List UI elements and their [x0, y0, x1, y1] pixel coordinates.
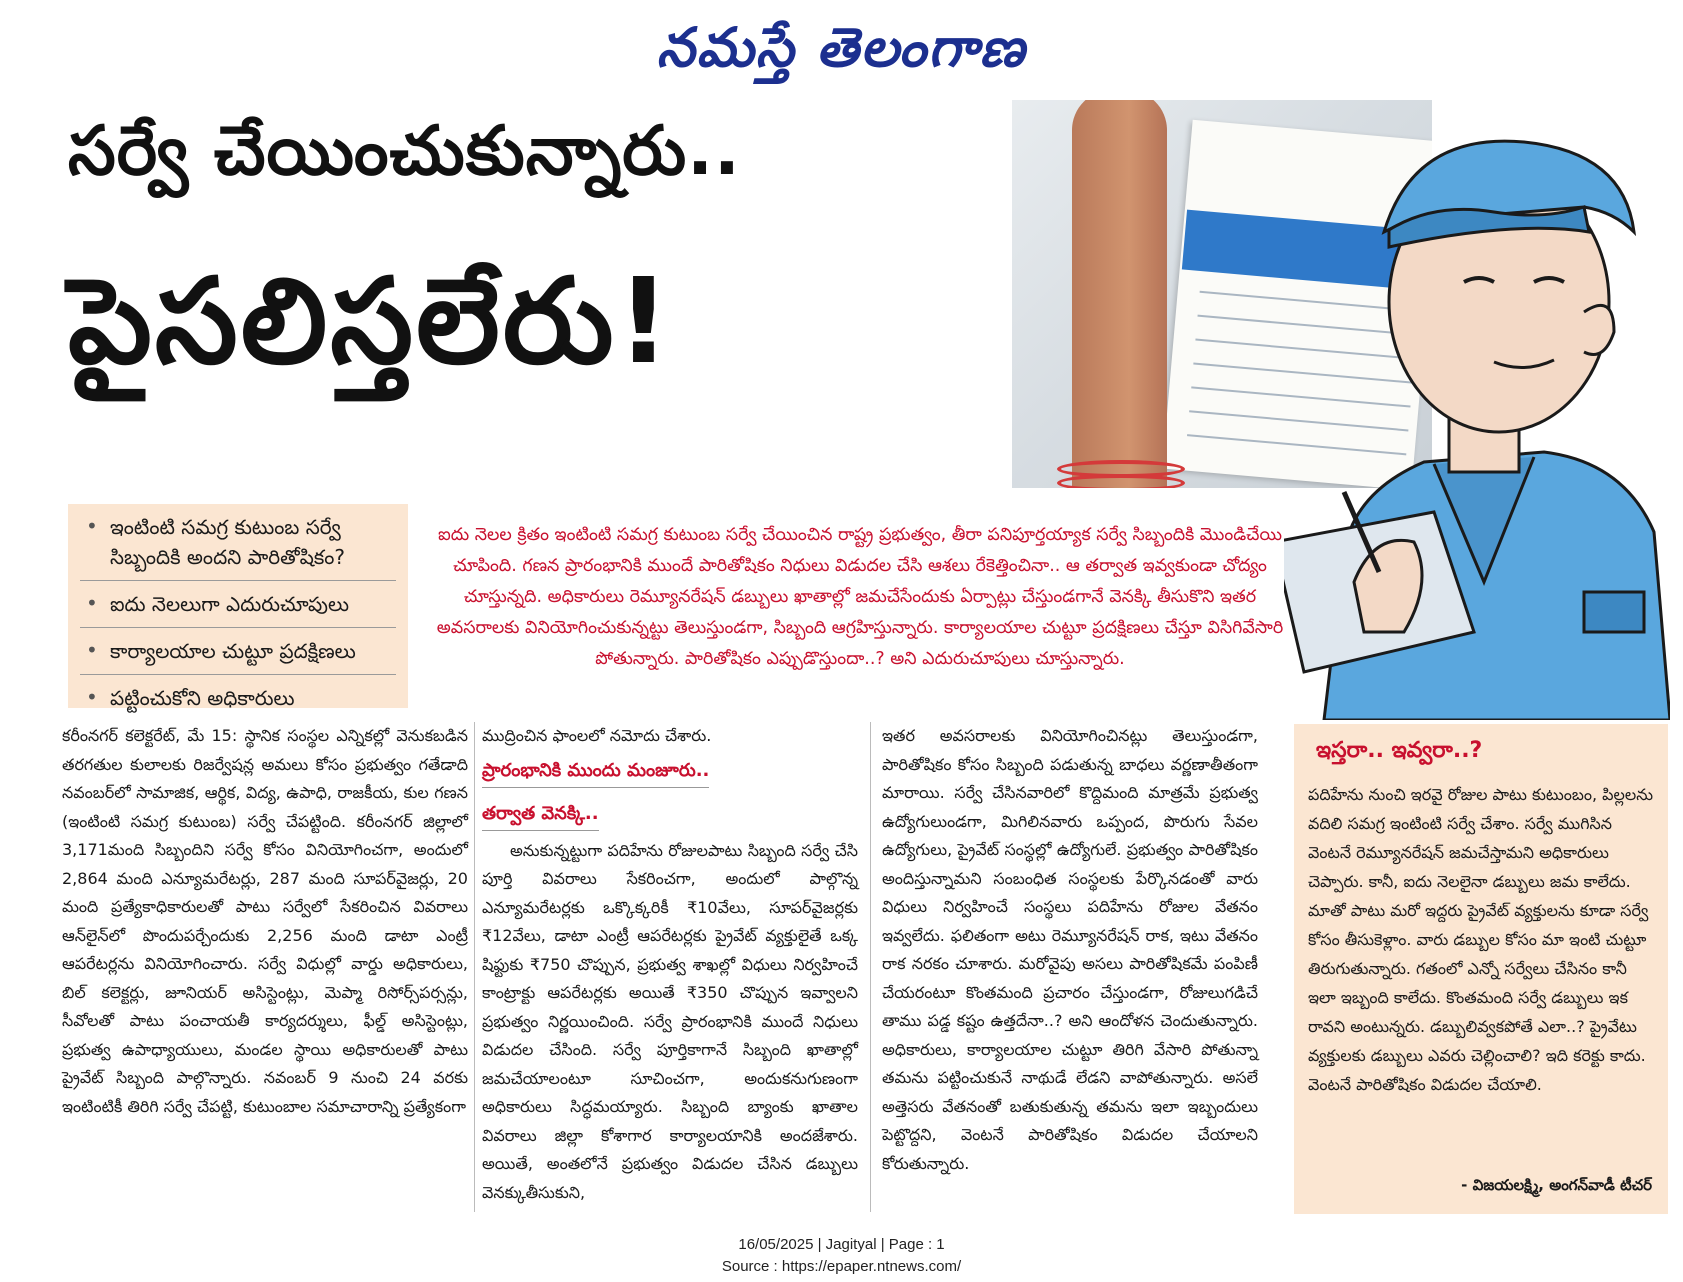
footer-source-link[interactable]: Source : https://epaper.ntnews.com/: [721, 1258, 962, 1275]
footer-date-line: 16/05/2025 | Jagityal | Page : 1: [738, 1236, 945, 1253]
article-column-3: ఇతర అవసరాలకు వినియోగించినట్లు తెలుస్తుండగా, పారితోషికం కోసం సిబ్బంది పడుతున్న బాధలు వర్ణణాతీతంగా మారాయి. సర్వే చేసినవారిలో కొద్దిమంది మాత్రమే ప్రభుత్వ ఉద్యోగులుండగా, మిగిలినవారు ఒప్పంద, పొరుగు సేవల ఉద్యోగులు, ప్రైవేట్ సంస్థల్లో ఉద్యోగులే. ప్రభుత్వం పారితోషికం అందిస్తున్నామని సంబంధిత సంస్థలకు పేర్కొనడంతో వారు విధులు నిర్వహించే సంస్థలు పదిహేను రోజుల వేతనం ఇవ్వలేదు. ఫలితంగా అటు రెమ్యూనరేషన్ రాక, ఇటు వేతనం రాక నరకం చూశారు. మరోవైపు అసలు పారితోషికమే పంపిణీ చేయరంటూ కొంతమంది ప్రచారం చేస్తుండగా, రోజులుగడిచే తాము పడ్డ కష్టం ఉత్తదేనా..? అని ఆందోళన చెందుతున్నారు. అధికారులు, కార్యాలయాల చుట్టూ తిరిగి వేసారి పోతున్నా తమను పట్టించుకునే నాథుడే లేడని వాపోతున్నారు. అసలే అత్తెసరు వేతనంతో బతుకుతున్న తమను ఇలా ఇబ్బందులు పెట్టొద్దని, వెంటనే పారితోషికం విడుదల చేయాలని కోరుతున్నారు.: [882, 726, 1258, 1173]
column-2-lead: ముద్రించిన ఫాంలలో నమోదు చేశారు.: [482, 726, 712, 745]
page-footer: [0, 1234, 1683, 1278]
subheading-1: ప్రారంభానికి ముందు మంజూరు..: [482, 755, 709, 788]
subheading-2: తర్వాత వెనక్కి..: [482, 798, 599, 831]
highlight-item: • ఇంటింటి సమగ్ర కుటుంబ సర్వే సిబ్బందికి అందని పారితోషికం?: [80, 504, 396, 581]
sidebox-title: ఇస్తరా.. ఇవ్వరా..?: [1316, 738, 1483, 763]
intro-paragraph: ఐదు నెలల క్రితం ఇంటింటి సమగ్ర కుటుంబ సర్వే చేయించిన రాష్ట్ర ప్రభుత్వం, తీరా పనిపూర్తయ్యాక సర్వే సిబ్బందికి మొండిచేయి చూపింది. గణన ప్రారంభానికి ముందే పారితోషికం నిధులు విడుదల చేసి ఆశలు రేకెత్తించినా.. ఆ తర్వాత ఇవ్వకుండా చోద్యం చూస్తున్నది. అధికారులు రెమ్యూనరేషన్ డబ్బులు ఖాతాల్లో జమచేసేందుకు ఏర్పాట్లు చేస్తుండగానే వెనక్కి తీసుకొని ఇతర అవసరాలకు వినియోగించుకున్నట్టు తెలుస్తుండగా, సిబ్బంది ఆగ్రహిస్తున్నారు. కార్యాలయాల చుట్టూ ప్రదక్షిణలు చేస్తూ విసిగివేసారి పోతున్నారు. పారితోషికం ఎప్పుడొస్తుందా..? అని ఎదురుచూపులు చూస్తున్నారు.: [436, 525, 1284, 669]
column-2-body: అనుకున్నట్టుగా పదిహేను రోజులపాటు సిబ్బంది సర్వే చేసి పూర్తి వివరాలు సేకరించగా, అందులో పాల్గొన్న ఎన్యూమరేటర్లకు ఒక్కొక్కరికీ ₹10వేలు, సూపర్‌వైజర్లకు ₹12వేలు, డాటా ఎంట్రీ ఆపరేటర్లకు ప్రైవేట్ వ్యక్తులైతే ఒక్క షిఫ్టుకు ₹750 చొప్పున, ప్రభుత్వ శాఖల్లో విధులు నిర్వహించే కాంట్రాక్టు ఆపరేటర్లకు అయితే ₹350 చొప్పున ఇవ్వాలని ప్రభుత్వం నిర్ణయించింది. సర్వే ప్రారంభానికి ముందే నిధులు విడుదల చేసింది. సర్వే పూర్తికాగానే సిబ్బంది ఖాతాల్లో జమచేయాలంటూ సూచించగా, అందుకనుగుణంగా అధికారులు సిద్ధమయ్యారు. సిబ్బంది బ్యాంకు ఖాతాల వివరాలు జిల్లా కోశాగార కార్యాలయానికి అందజేశారు. అయితే, అంతలోనే ప్రభుత్వం విడుదల చేసిన డబ్బులు వెనక్కుతీసుకుని,: [482, 840, 858, 1202]
highlight-item: • కార్యాలయాల చుట్టూ ప్రదక్షిణలు: [80, 628, 396, 675]
sidebox-body: పదిహేను నుంచి ఇరవై రోజుల పాటు కుటుంబం, పిల్లలను వదిలి సమగ్ర ఇంటింటి సర్వే చేశాం. సర్వే ముగిసిన వెంటనే రెమ్యూనరేషన్ జమచేస్తామని అధికారులు చెప్పారు. కానీ, ఐదు నెలలైనా డబ్బులు జమ కాలేదు. మాతో పాటు మరో ఇద్దరు ప్రైవేట్ వ్యక్తులను కూడా సర్వే కోసం తీసుకెళ్లాం. వారు డబ్బుల కోసం మా ఇంటి చుట్టూ తిరుగుతున్నారు. గతంలో ఎన్నో సర్వేలు చేసినం కానీ ఇలా ఇబ్బంది కాలేదు. కొంతమంది సర్వే డబ్బులు ఇక రావని అంటున్నరు. డబ్బులివ్వకపోతే ఎలా..? ప్రైవేటు వ్యక్తులకు డబ్బులు ఎవరు చెల్లించాలి? ఇది కరెక్టు కాదు. వెంటనే పారితోషికం విడుదల చేయాలి.: [1308, 785, 1653, 1094]
column-divider: [474, 722, 475, 1212]
headline-line-1: సర్వే చేయించుకున్నారు..: [68, 112, 741, 191]
masthead-logo: నమస్తే తెలంగాణ: [656, 15, 1027, 79]
surveyor-illustration: [1284, 112, 1670, 720]
headline-line-2: పైసలిస్తలేరు!: [68, 252, 674, 390]
article-column-2: [482, 722, 858, 1207]
article-column-1: కరీంనగర్ కలెక్టరేట్, మే 15: స్థానిక సంస్థల ఎన్నికల్లో వెనుకబడిన తరగతుల కులాలకు రిజర్వేషన్ల అమలు కోసం ప్రభుత్వం గతేడాది నవంబర్‌లో సామాజిక, ఆర్థిక, విద్య, ఉపాధి, రాజకీయ, కుల గణన (ఇంటింటి సమగ్ర కుటుంబ) సర్వే చేపట్టింది. కరీంనగర్ జిల్లాలో 3,171మంది సిబ్బందిని సర్వే కోసం వినియోగించగా, అందులో 2,864 మంది ఎన్యూమరేటర్లు, 287 మంది సూపర్‌వైజర్లు, 20 మంది ప్రత్యేకాధికారులతో పాటు సర్వేలో సేకరించిన వివరాలు ఆన్‌లైన్‌లో పొందుపర్చేందుకు 2,256 మంది డాటా ఎంట్రీ ఆపరేటర్లను వినియోగించారు. సర్వే విధుల్లో వార్డు అధికారులు, బిల్ కలెక్టర్లు, జూనియర్ అసిస్టెంట్లు, మెప్మా రిసోర్స్‌పర్సన్లు, సీవోలతో పాటు పంచాయతీ కార్యదర్శులు, ఫీల్డ్ అసిస్టెంట్లు, ప్రభుత్వ ఉపాధ్యాయులు, మండల స్థాయి అధికారులతో పాటు ప్రైవేట్ సిబ్బంది పాల్గొన్నారు. నవంబర్ 9 నుంచి 24 వరకు ఇంటింటికీ తిరిగి సర్వే చేపట్టి, కుటుంబాల సమాచారాన్ని ప్రత్యేకంగా: [62, 726, 468, 1116]
column-divider: [870, 722, 871, 1212]
highlight-item: • పట్టించుకోని అధికారులు: [80, 675, 396, 721]
highlight-item: • ఐదు నెలలుగా ఎదురుచూపులు: [80, 581, 396, 628]
quote-sidebox: [1294, 724, 1668, 1214]
highlights-box: [68, 504, 408, 708]
sidebox-signature: - విజయలక్ష్మి, అంగన్‌వాడీ టీచర్: [1461, 1176, 1652, 1194]
